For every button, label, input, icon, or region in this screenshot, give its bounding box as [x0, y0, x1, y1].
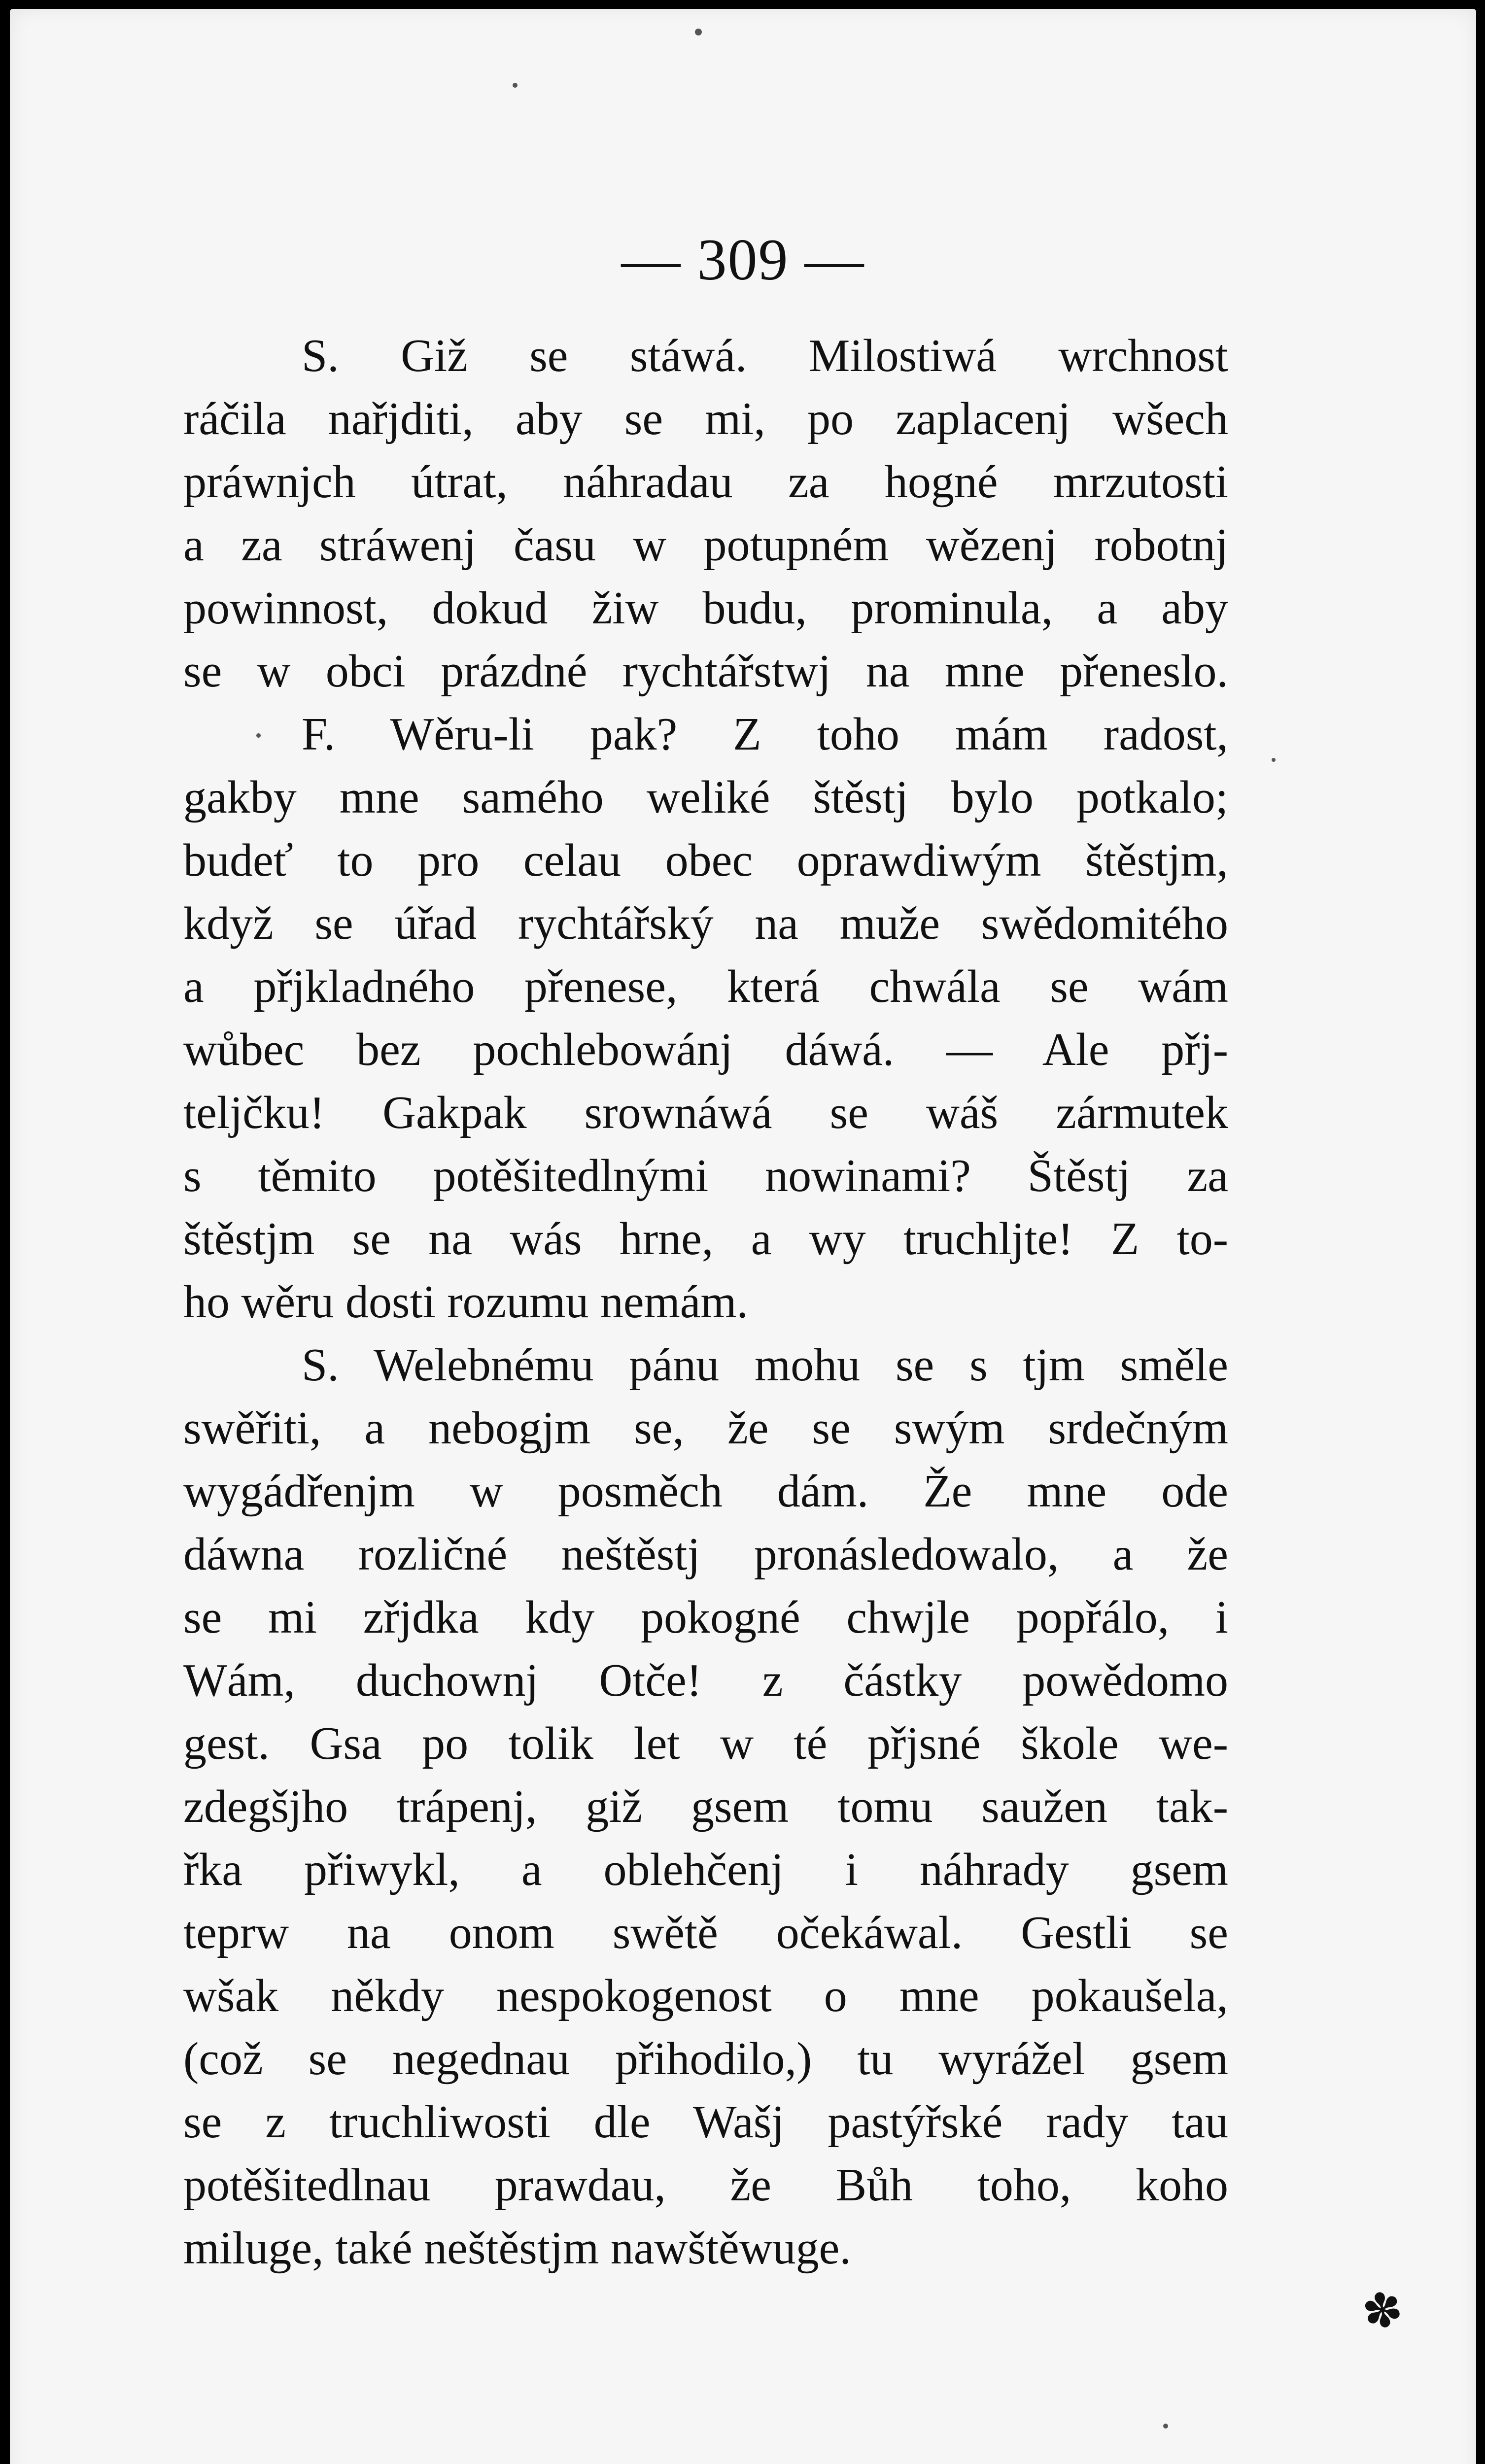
dust-speck — [695, 29, 702, 35]
text-line: miluge, také neštěstjm nawštěwuge. — [183, 2223, 851, 2274]
text-line: zdegšjho trápenj, giž gsem tomu saužen tak- — [183, 1781, 1228, 1832]
text-line: powinnost, dokud žiw budu, prominula, a aby — [183, 582, 1228, 634]
text-line: wygádřenjm w posměch dám. Že mne ode — [183, 1466, 1228, 1517]
dust-speck — [513, 83, 518, 88]
text-line: Wám, duchownj Otče! z částky powědomo — [183, 1655, 1228, 1706]
text-line: ho wěru dosti rozumu nemám. — [183, 1276, 749, 1328]
text-line: (což se negednau přihodilo,) tu wyrážel gsem — [183, 2033, 1228, 2085]
text-line: teljčku! Gakpak srownáwá se wáš zármutek — [183, 1087, 1228, 1138]
text-line: teprw na onom swětě očekáwal. Gestli se — [183, 1907, 1228, 1958]
text-line: se mi zřjdka kdy pokogné chwjle popřálo, i — [183, 1592, 1228, 1643]
text-line: štěstjm se na wás hrne, a wy truchljte! Z to- — [183, 1213, 1228, 1265]
text-line: wšak někdy nespokogenost o mne pokaušela, — [183, 1970, 1228, 2021]
text-line: gest. Gsa po tolik let w té přjsné škole we- — [183, 1718, 1228, 1769]
text-line: se w obci prázdné rychtářstwj na mne přeneslo. — [183, 646, 1228, 697]
text-line: gakby mne samého weliké štěstj bylo potkalo; — [183, 772, 1228, 823]
text-line: ráčila nařjditi, aby se mi, po zaplacenj wšech — [183, 393, 1228, 445]
text-line: S. Giž se stáwá. Milostiwá wrchnost — [302, 330, 1228, 381]
text-line: když se úřad rychtářský na muže swědomitého — [183, 898, 1228, 949]
text-line: se z truchliwosti dle Wašj pastýřské rady tau — [183, 2096, 1228, 2148]
dust-speck — [1272, 758, 1276, 762]
text-line: F. Wěru-li pak? Z toho mám radost, — [302, 709, 1228, 760]
text-line: řka přiwykl, a oblehčenj i náhrady gsem — [183, 1844, 1228, 1895]
page-number: — 309 — — [621, 227, 865, 292]
text-line: wůbec bez pochlebowánj dáwá. — Ale přj- — [183, 1024, 1228, 1075]
paragraph — [183, 703, 1228, 1334]
book-page — [10, 9, 1476, 2464]
text-line: práwnjch útrat, náhradau za hogné mrzutosti — [183, 456, 1228, 508]
text-line: S. Welebnému pánu mohu se s tjm směle — [302, 1339, 1228, 1391]
printer-ornament-icon: ✽ — [1357, 2279, 1408, 2342]
text-line: potěšitedlnau prawdau, že Bůh toho, koho — [183, 2159, 1228, 2211]
text-line: a za stráwenj času w potupném wězenj robotnj — [183, 519, 1228, 571]
paragraph — [183, 1334, 1228, 2280]
text-line: s těmito potěšitedlnými nowinami? Štěstj za — [183, 1150, 1228, 1201]
dust-speck — [1163, 2424, 1168, 2429]
text-line: a přjkladného přenese, která chwála se wám — [183, 961, 1228, 1012]
text-line: budeť to pro celau obec oprawdiwým štěstjm, — [183, 835, 1228, 886]
body-text — [183, 324, 1228, 2280]
paragraph — [183, 324, 1228, 703]
text-line: dáwna rozličné neštěstj pronásledowalo, a že — [183, 1529, 1228, 1580]
text-line: swěřiti, a nebogjm se, že se swým srdečným — [183, 1403, 1228, 1454]
